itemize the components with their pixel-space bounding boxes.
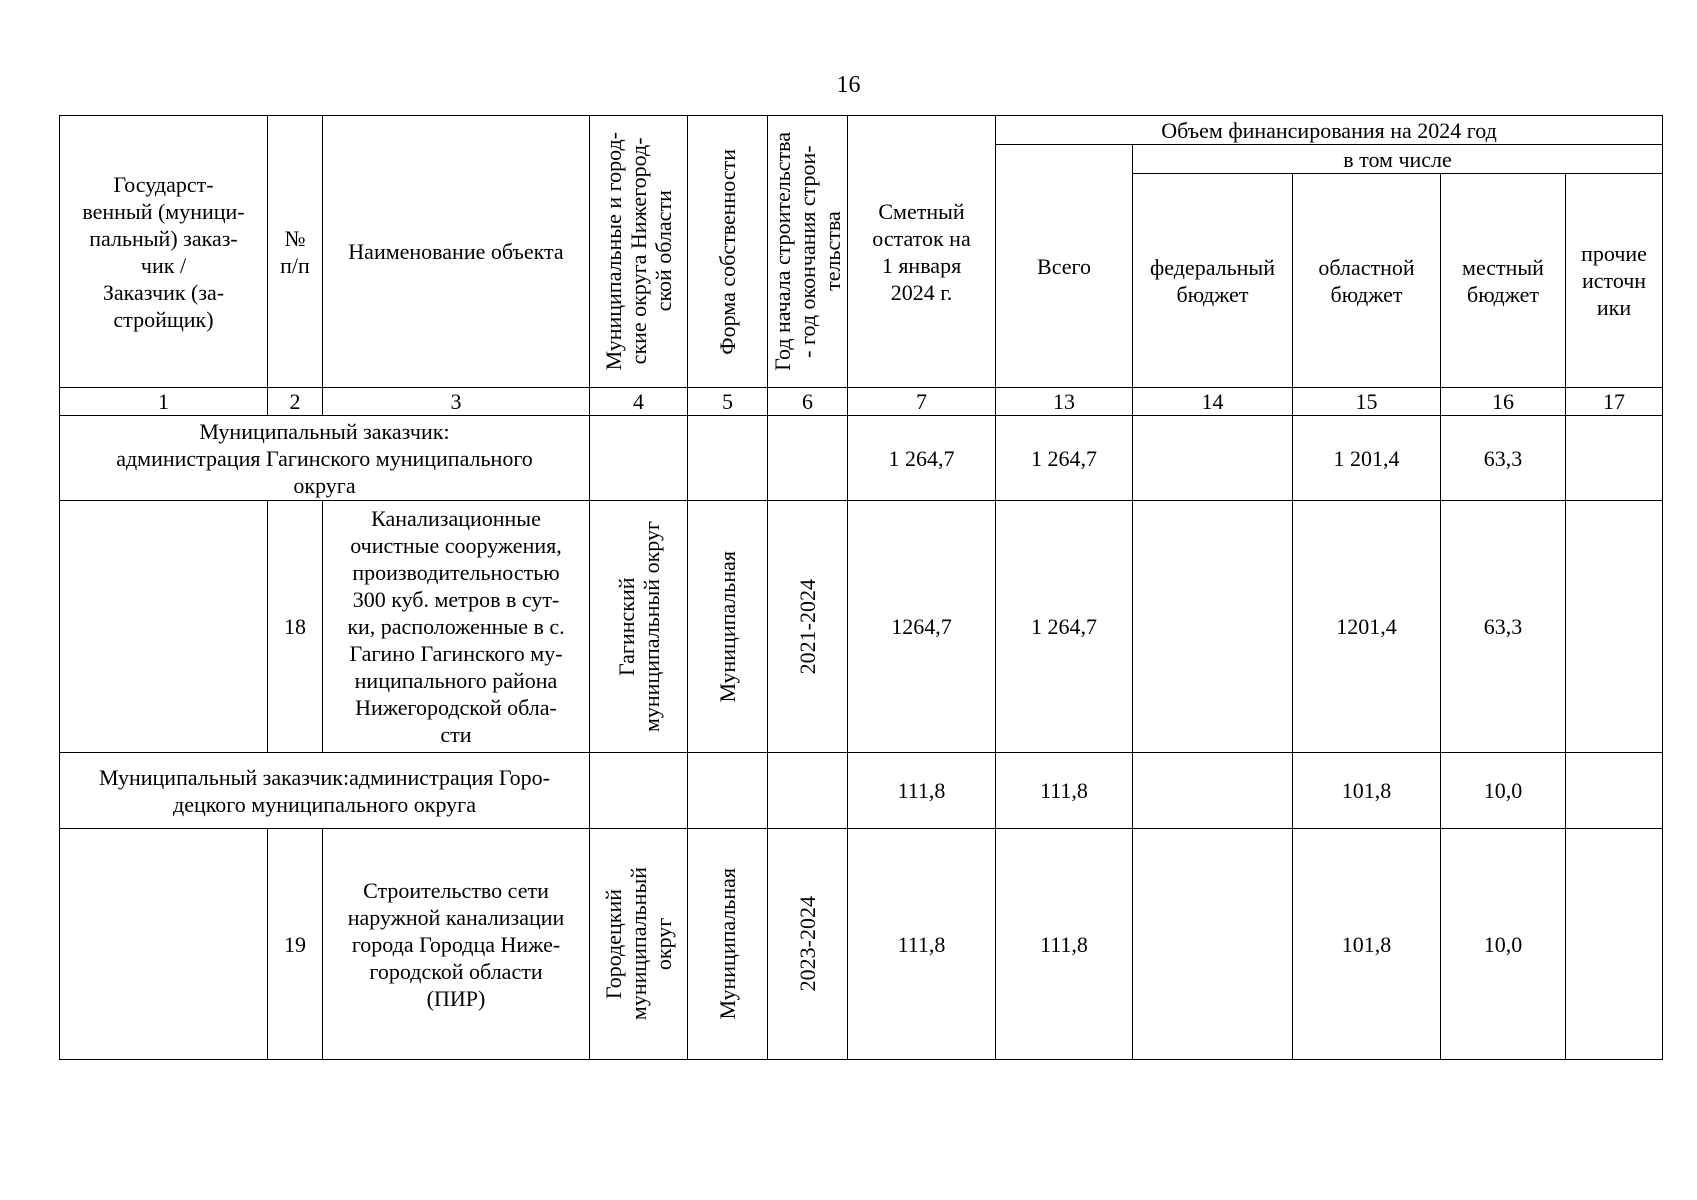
group-regional: 1 201,4 bbox=[1293, 416, 1441, 501]
group-total: 111,8 bbox=[996, 753, 1133, 829]
header-federal: федеральный бюджет bbox=[1133, 174, 1293, 388]
column-number: 17 bbox=[1566, 388, 1663, 416]
item-federal bbox=[1133, 829, 1293, 1060]
group-other bbox=[1566, 416, 1663, 501]
item-local: 10,0 bbox=[1441, 829, 1566, 1060]
column-number: 15 bbox=[1293, 388, 1441, 416]
header-local: местный бюджет bbox=[1441, 174, 1566, 388]
item-regional: 101,8 bbox=[1293, 829, 1441, 1060]
item-municipality-cell bbox=[590, 501, 688, 753]
item-other bbox=[1566, 829, 1663, 1060]
item-ownership: Муниципальная bbox=[715, 550, 740, 703]
group-federal bbox=[1133, 753, 1293, 829]
header-total: Всего bbox=[996, 145, 1133, 388]
header-financing-group: Объем финансирования на 2024 год bbox=[996, 116, 1663, 145]
group-customer-label: Муниципальный заказчик:администрация Горо- децкого муниципального округа bbox=[60, 753, 590, 829]
item-estimate: 1264,7 bbox=[848, 501, 996, 753]
item-ownership: Муниципальная bbox=[715, 868, 740, 1020]
group-estimate: 1 264,7 bbox=[848, 416, 996, 501]
column-number: 7 bbox=[848, 388, 996, 416]
column-number: 13 bbox=[996, 388, 1133, 416]
item-regional: 1201,4 bbox=[1293, 501, 1441, 753]
header-other: прочие источн ики bbox=[1566, 174, 1663, 388]
group-federal bbox=[1133, 416, 1293, 501]
column-number: 14 bbox=[1133, 388, 1293, 416]
group-municipality bbox=[590, 416, 688, 501]
column-numbers-row bbox=[60, 388, 1663, 416]
item-number: 18 bbox=[268, 501, 323, 753]
header-municipality: Муниципальные и город- ские округа Нижегород- ской области bbox=[601, 132, 676, 371]
header-number: № п/п bbox=[268, 116, 323, 388]
group-row bbox=[60, 416, 1663, 501]
group-years bbox=[768, 753, 848, 829]
group-municipality bbox=[590, 753, 688, 829]
item-name: Канализационные очистные сооружения, производительностью 300 куб. метров в сут- ки, расположенные в с. Гагино Гагинского му- ниципального района Нижегородской обла- сти bbox=[323, 501, 590, 753]
column-number: 1 bbox=[60, 388, 268, 416]
item-row bbox=[60, 501, 1663, 753]
item-customer bbox=[60, 501, 268, 753]
group-ownership bbox=[688, 416, 768, 501]
item-total: 1 264,7 bbox=[996, 501, 1133, 753]
group-total: 1 264,7 bbox=[996, 416, 1133, 501]
header-regional: областной бюджет bbox=[1293, 174, 1441, 388]
item-municipality-cell bbox=[590, 829, 688, 1060]
group-local: 10,0 bbox=[1441, 753, 1566, 829]
item-other bbox=[1566, 501, 1663, 753]
item-years: 2021-2024 bbox=[795, 578, 820, 675]
group-years bbox=[768, 416, 848, 501]
item-total: 111,8 bbox=[996, 829, 1133, 1060]
item-federal bbox=[1133, 501, 1293, 753]
group-ownership bbox=[688, 753, 768, 829]
item-municipality: Городецкий муниципальный округ bbox=[601, 867, 676, 1021]
group-row bbox=[60, 753, 1663, 829]
item-years-cell bbox=[768, 829, 848, 1060]
header-years: Год начала строительства - год окончания строи- тельства bbox=[770, 132, 845, 371]
header-ownership: Форма собственности bbox=[715, 148, 740, 355]
header-estimate: Сметный остаток на 1 января 2024 г. bbox=[848, 116, 996, 388]
header-including: в том числе bbox=[1133, 145, 1663, 174]
item-row bbox=[60, 829, 1663, 1060]
column-number: 3 bbox=[323, 388, 590, 416]
header-ownership-cell bbox=[688, 116, 768, 388]
column-number: 5 bbox=[688, 388, 768, 416]
item-number: 19 bbox=[268, 829, 323, 1060]
item-municipality: Гагинский муниципальный округ bbox=[613, 520, 664, 732]
item-customer bbox=[60, 829, 268, 1060]
item-estimate: 111,8 bbox=[848, 829, 996, 1060]
column-number: 2 bbox=[268, 388, 323, 416]
column-number: 16 bbox=[1441, 388, 1566, 416]
column-number: 4 bbox=[590, 388, 688, 416]
header-customer: Государст- венный (муници- пальный) заказ- чик / Заказчик (за- стройщик) bbox=[60, 116, 268, 388]
financing-table bbox=[59, 115, 1663, 1060]
item-years-cell bbox=[768, 501, 848, 753]
item-local: 63,3 bbox=[1441, 501, 1566, 753]
column-number: 6 bbox=[768, 388, 848, 416]
group-other bbox=[1566, 753, 1663, 829]
page-number: 16 bbox=[836, 72, 861, 98]
item-ownership-cell bbox=[688, 829, 768, 1060]
header-years-cell bbox=[768, 116, 848, 388]
item-ownership-cell bbox=[688, 501, 768, 753]
group-customer-label: Муниципальный заказчик: администрация Гагинского муниципального округа bbox=[60, 416, 590, 501]
item-years: 2023-2024 bbox=[795, 896, 820, 992]
item-name: Строительство сети наружной канализации города Городца Ниже- городской области (ПИР) bbox=[323, 829, 590, 1060]
group-estimate: 111,8 bbox=[848, 753, 996, 829]
group-local: 63,3 bbox=[1441, 416, 1566, 501]
header-object-name: Наименование объекта bbox=[323, 116, 590, 388]
header-municipality-cell bbox=[590, 116, 688, 388]
group-regional: 101,8 bbox=[1293, 753, 1441, 829]
